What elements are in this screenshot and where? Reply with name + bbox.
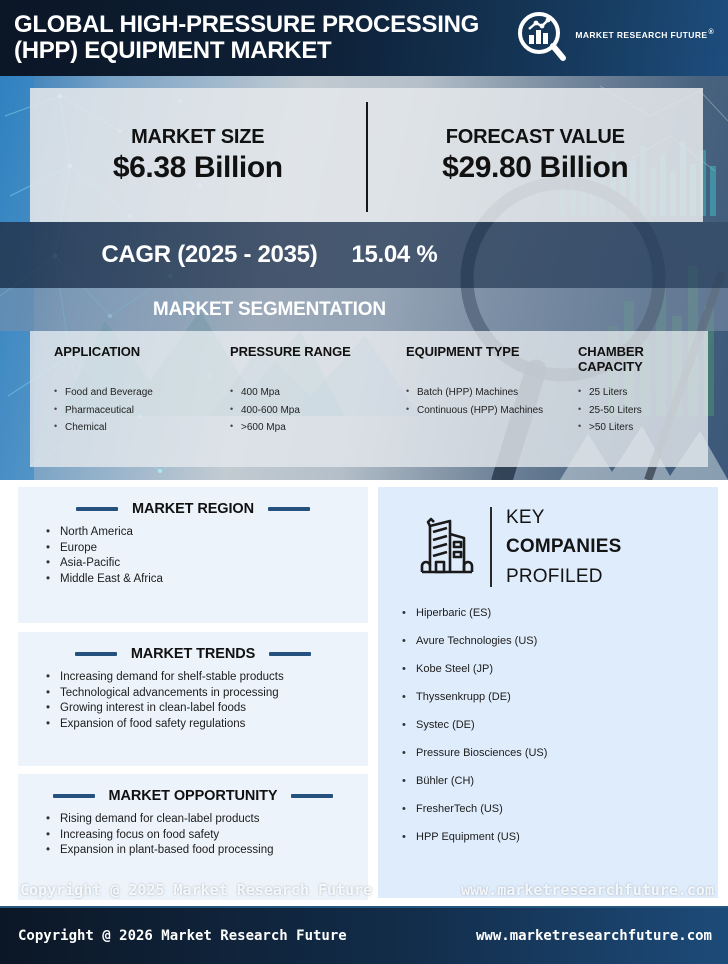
forecast-value: $29.80 Billion: [442, 150, 629, 184]
brand-logo: [514, 9, 714, 68]
market-size-value: $6.38 Billion: [112, 150, 283, 184]
page-title-line2: (HPP) EQUIPMENT MARKET: [14, 37, 332, 64]
segmentation-panel: [30, 331, 708, 467]
list-item: • Increasing demand for shelf-stable products: [46, 671, 368, 683]
market-region-title: MARKET REGION: [132, 501, 254, 517]
company-item: • Hiperbaric (ES): [402, 607, 718, 619]
company-item: • HPP Equipment (US): [402, 831, 718, 843]
segmentation-heading: PRESSURE RANGE: [230, 344, 351, 359]
list-item: • Expansion of food safety regulations: [46, 718, 368, 730]
title-dash-left: [76, 507, 118, 511]
segmentation-item: • Chemical: [54, 422, 220, 433]
segmentation-item: • 400-600 Mpa: [230, 405, 396, 416]
segmentation-heading: CHAMBER CAPACITY: [578, 344, 644, 374]
list-item: • Growing interest in clean-label foods: [46, 702, 368, 714]
title-dash-right: [268, 507, 310, 511]
magnifier-chart-logo-icon: [514, 9, 568, 68]
list-item: • Europe: [46, 542, 368, 554]
segmentation-list: [406, 387, 568, 416]
segmentation-column-chamber-capacity: [578, 345, 708, 467]
segmentation-item: • Pharmaceutical: [54, 405, 220, 416]
company-item: • Systec (DE): [402, 719, 718, 731]
company-item: • Bühler (CH): [402, 775, 718, 787]
stats-panel: [30, 88, 703, 222]
watermark-website: www.marketresearchfuture.com: [461, 881, 714, 899]
company-item: • Kobe Steel (JP): [402, 663, 718, 675]
segmentation-item: • 400 Mpa: [230, 387, 396, 398]
segmentation-heading: EQUIPMENT TYPE: [406, 344, 520, 359]
list-item: • Increasing focus on food safety: [46, 829, 368, 841]
segmentation-item: • Batch (HPP) Machines: [406, 387, 568, 398]
key-companies-title-line1: KEY: [506, 507, 545, 528]
company-item: • Pressure Biosciences (US): [402, 747, 718, 759]
page-title-line1: GLOBAL HIGH-PRESSURE PROCESSING: [14, 11, 479, 39]
cagr-value: 15.04 %: [351, 241, 438, 268]
market-trends-list: [18, 671, 368, 730]
company-item: • Thyssenkrupp (DE): [402, 691, 718, 703]
market-opportunity-title: MARKET OPPORTUNITY: [108, 788, 278, 804]
key-companies-title-line3: PROFILED: [506, 565, 603, 587]
footer-bar: [0, 906, 728, 964]
title-dash-left: [53, 794, 95, 798]
segmentation-item: • 25 Liters: [578, 387, 698, 398]
segmentation-list: [578, 387, 698, 433]
market-size-block: [30, 88, 366, 222]
title-dash-left: [75, 652, 117, 656]
market-trends-title: MARKET TRENDS: [130, 646, 256, 662]
cagr-label: CAGR (2025 - 2035): [101, 241, 318, 268]
segmentation-item: • 25-50 Liters: [578, 405, 698, 416]
list-item: • Technological advancements in processing: [46, 687, 368, 699]
company-item: • FresherTech (US): [402, 803, 718, 815]
key-companies-title: [506, 503, 621, 591]
segmentation-list: [230, 387, 396, 433]
footer-copyright: Copyright @ 2026 Market Research Future: [18, 928, 347, 944]
segmentation-item: • Continuous (HPP) Machines: [406, 405, 568, 416]
segmentation-item: • >50 Liters: [578, 422, 698, 433]
header-divider-line: [490, 507, 492, 587]
segmentation-title: MARKET SEGMENTATION: [152, 298, 386, 320]
segmentation-column-pressure-range: [230, 345, 406, 467]
footer-website-link[interactable]: www.marketresearchfuture.com: [475, 928, 712, 944]
header-bar: [0, 0, 728, 76]
buildings-icon: [414, 514, 476, 580]
list-item: • North America: [46, 526, 368, 538]
company-item: • Avure Technologies (US): [402, 635, 718, 647]
segmentation-title-band: [0, 288, 728, 331]
cagr-band: [0, 222, 728, 288]
segmentation-column-application: [54, 345, 230, 467]
title-dash-right: [269, 652, 311, 656]
list-item: • Middle East & Africa: [46, 573, 368, 585]
market-region-card: [18, 487, 368, 623]
market-region-list: [18, 526, 368, 585]
key-companies-title-line2: COMPANIES: [506, 536, 622, 558]
key-companies-card: [378, 487, 718, 898]
list-item: • Rising demand for clean-label products: [46, 813, 368, 825]
companies-list: [378, 607, 718, 843]
segmentation-item: • >600 Mpa: [230, 422, 396, 433]
brand-name: MARKET RESEARCH FUTURE®: [575, 28, 714, 40]
registered-mark: ®: [708, 28, 714, 36]
page-title: [14, 12, 479, 64]
segmentation-list: [54, 387, 220, 433]
segmentation-heading: APPLICATION: [54, 344, 141, 359]
key-companies-header: [378, 487, 718, 591]
list-item: • Expansion in plant-based food processing: [46, 844, 368, 856]
segmentation-item: • Food and Beverage: [54, 387, 220, 398]
title-dash-right: [291, 794, 333, 798]
hero-section: [0, 76, 728, 480]
forecast-value-label: FORECAST VALUE: [445, 125, 625, 148]
market-opportunity-list: [18, 813, 368, 856]
watermark-copyright: Copyright @ 2025 Market Research Future: [20, 881, 373, 899]
market-trends-card: [18, 632, 368, 766]
market-size-label: MARKET SIZE: [131, 125, 265, 148]
forecast-value-block: [368, 88, 704, 222]
list-item: • Asia-Pacific: [46, 557, 368, 569]
segmentation-column-equipment-type: [406, 345, 578, 467]
